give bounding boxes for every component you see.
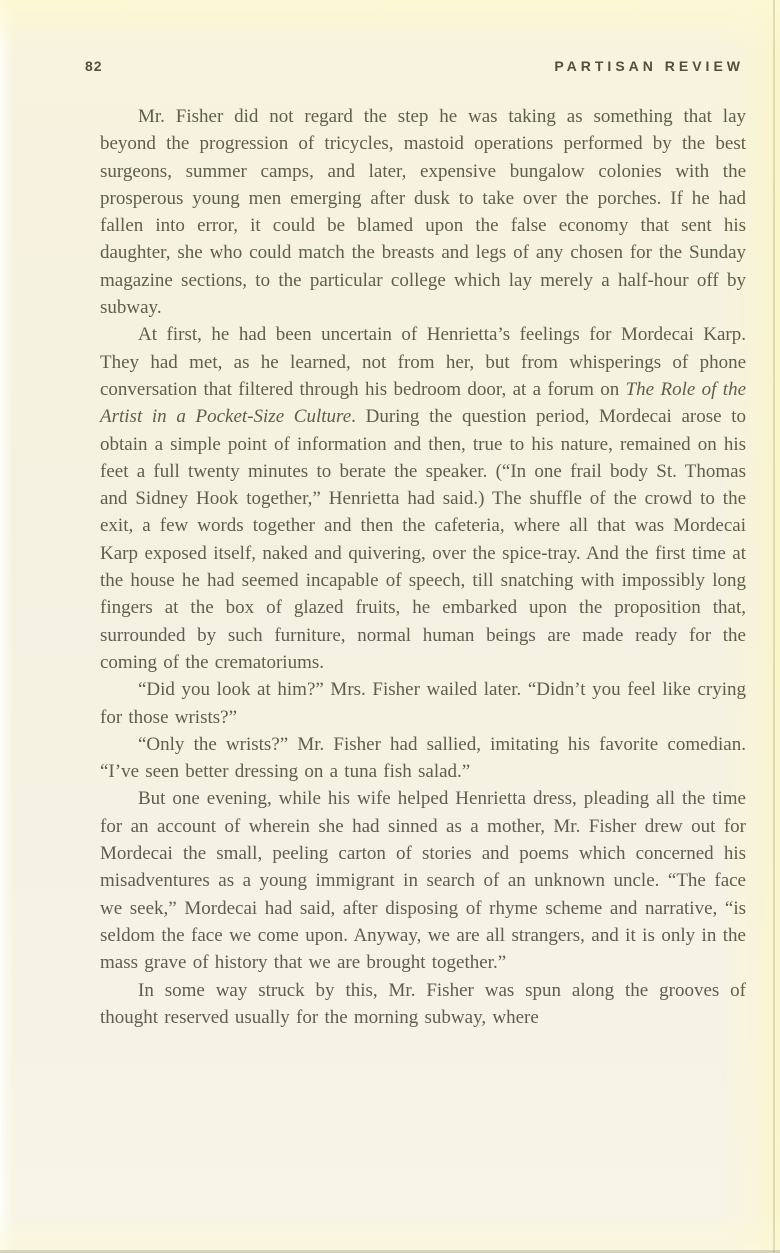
paragraph-6: In some way struck by this, Mr. Fisher was spun along the grooves of thought reserved usually for the morning subway, where (100, 979, 746, 1028)
paragraph-2-text-before-title: At first, he had been uncertain of Henrietta’s feelings for Mordecai Karp. They had met, as he learned, not from her, but from whisperings of phone conversation that filtered through his bedroom door, at a forum on (100, 324, 746, 400)
page-body (100, 103, 746, 1031)
paragraph-1: Mr. Fisher did not regard the step he was taking as something that lay beyond the progression of tricycles, mastoid operations performed by the best surgeons, summer camps, and later, expensive bungalow colonies with the prosperous young men emerging after dusk to take over the porches. If he had fallen into error, it could be blamed upon the false economy that sent his daughter, she who could match the breasts and legs of any chosen for the Sunday magazine sections, to the particular college which lay merely a half-hour off by subway. (100, 106, 746, 319)
paragraph-3: “Did you look at him?” Mrs. Fisher wailed later. “Didn’t you feel like crying for those wrists?” (100, 679, 746, 728)
paragraph-4: “Only the wrists?” Mr. Fisher had sallied, imitating his favorite comedian. “I’ve seen better dressing on a tuna fish salad.” (100, 733, 746, 783)
paragraph-2 (100, 321, 746, 676)
paragraph-2-text-after-title: . During the question period, Mordecai arose to obtain a simple point of information and then, true to his nature, remained on his feet a full twenty minutes to berate the speaker. (“In one frail body St. Thomas and Sidney Hook together,” Henrietta had said.) The shuffle of the crowd to the exit, a few words together and then the cafeteria, where all that was Mordecai Karp exposed itself, naked and quivering, over the spice-tray. And the first time at the house he had seemed incapable of speech, till snatching with impossibly long fingers at the box of glazed fruits, he embarked upon the proposition that, surrounded by such furniture, normal human beings are made ready for the coming of the crematoriums. (100, 406, 746, 673)
forum-title-italic: The Role of the Artist in a Pocket-Size Culture (100, 378, 746, 428)
journal-title: PARTISAN REVIEW (554, 58, 744, 74)
page-number: 82 (85, 58, 103, 74)
running-head (85, 58, 744, 74)
paragraph-5: But one evening, while his wife helped Henrietta dress, pleading all the time for an account of wherein she had sinned as a mother, Mr. Fisher drew out for Mordecai the small, peeling carton of stories and poems which concerned his misadventures as a young immigrant in search of an unknown uncle. “The face we seek,” Mordecai had said, after disposing of rhyme scheme and narrative, “is seldom the face we come upon. Anyway, we are all strangers, and it is only in the mass grave of history that we are brought together.” (100, 788, 746, 974)
scan-edge-line-right (773, 0, 775, 1253)
